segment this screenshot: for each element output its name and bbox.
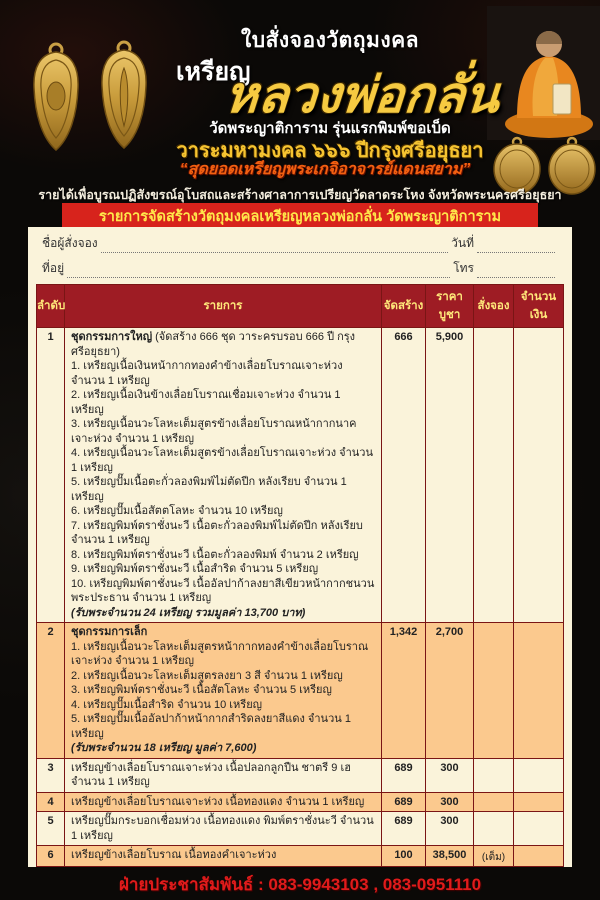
price: 300 bbox=[426, 758, 474, 792]
price: 300 bbox=[426, 792, 474, 812]
item-description: เหรียญข้างเลื่อยโบราณ เนื้อทองคำเจาะห่วง bbox=[65, 846, 382, 867]
price: 300 bbox=[426, 812, 474, 846]
purpose-line: รายได้เพื่อบูรณปฏิสังขรณ์อุโบสถและสร้างศาลาการเปรียญวัดลาดระโหง จังหวัดพระนครศรีอยุธยา bbox=[38, 188, 562, 202]
order-date-input[interactable] bbox=[477, 239, 555, 253]
quote-line: “สุดยอดเหรียญพระเกจิอาจารย์แดนสยาม” bbox=[179, 161, 471, 178]
made-count: 100 bbox=[382, 846, 426, 867]
price bbox=[426, 867, 474, 868]
list-banner: รายการจัดสร้างวัตถุมงคลเหรียญหลวงพ่อกลั่น วัดพระญาติการาม bbox=[62, 203, 538, 231]
item-description: ชุดกรรมการเล็ก 1. เหรียญเนื้อนวะโลหะเต็มสูตรหน้ากากทองคำข้างเลื่อยโบราณเจาะห่วง จำนวน 1 เหรียญ 2. เหรียญเนื้อนวะโลหะเต็มสูตรลงยา 3 สี จำนวน 1 เหรียญ 3. เหรียญพิมพ์ตราชั่งนะวี เนื้อสัตโลหะ จำนวน 5 เหรียญ 4. เหรียญปั๊มเนื้อสำริด จำนวน 10 เหรียญ 5. เหรียญปั๊มเนื้ออัลปาก้าหน้ากากสำริดลงยาสีแดง จำนวน 1 เหรียญ (รับพระจำนวน 18 เหรียญ มูลค่า 7,600) bbox=[65, 623, 382, 759]
made-count: 1,342 bbox=[382, 623, 426, 759]
order-qty-cell[interactable] bbox=[474, 758, 514, 792]
amount-cell[interactable] bbox=[514, 867, 564, 868]
item-description: เหรียญข้างเลื่อยโบราณเจาะห่วง เนื้อปลอกลูกปืน ชาตรี 9 เฮ จำนวน 1 เหรียญ bbox=[65, 758, 382, 792]
order-qty-cell[interactable] bbox=[474, 623, 514, 759]
phone-label: โทร bbox=[453, 261, 474, 275]
occasion-line: วาระมหามงคล ๖๖๖ ปีกรุงศรีอยุธยา bbox=[176, 140, 484, 162]
order-qty-cell: (เต็ม) bbox=[474, 846, 514, 867]
items-table bbox=[36, 284, 564, 867]
table-row bbox=[37, 758, 564, 792]
temple-subtitle: วัดพระญาติการาม รุ่นแรกพิมพ์ขอเบ็ด bbox=[209, 120, 451, 137]
amount-cell[interactable] bbox=[514, 792, 564, 812]
row-number: 1 bbox=[37, 328, 65, 623]
col-header-price: ราคาบูชา bbox=[426, 285, 474, 328]
phone-input[interactable] bbox=[477, 264, 555, 278]
orderer-fields bbox=[28, 227, 572, 278]
order-qty-cell bbox=[474, 867, 514, 868]
table-row bbox=[37, 623, 564, 759]
table-header-row bbox=[37, 285, 564, 328]
made-count: 689 bbox=[382, 758, 426, 792]
order-qty-cell[interactable] bbox=[474, 792, 514, 812]
made-count: 689 bbox=[382, 792, 426, 812]
made-count: 666 bbox=[382, 328, 426, 623]
form-title: ใบสั่งจองวัตถุมงคล bbox=[241, 29, 419, 52]
col-header-item: รายการ bbox=[65, 285, 382, 328]
made-count bbox=[382, 867, 426, 868]
coin-word: เหรียญ bbox=[176, 58, 251, 86]
row-number: 5 bbox=[37, 812, 65, 846]
col-header-made: จัดสร้าง bbox=[382, 285, 426, 328]
amount-cell[interactable] bbox=[514, 758, 564, 792]
address-input[interactable] bbox=[67, 264, 450, 278]
address-label: ที่อยู่ bbox=[42, 261, 65, 275]
row-number bbox=[37, 867, 65, 868]
table-row bbox=[37, 792, 564, 812]
item-description: เหรียญปั๊มกระบอกเชื่อมห่วง เนื้อทองแดง พิมพ์ตราชั่งนะวี จำนวน 1 เหรียญ bbox=[65, 812, 382, 846]
amount-cell[interactable] bbox=[514, 812, 564, 846]
col-header-no: ลำดับ bbox=[37, 285, 65, 328]
item-description bbox=[65, 867, 382, 868]
order-panel bbox=[28, 227, 572, 867]
row-number: 3 bbox=[37, 758, 65, 792]
table-row bbox=[37, 812, 564, 846]
row-number: 6 bbox=[37, 846, 65, 867]
col-header-amount: จำนวนเงิน bbox=[514, 285, 564, 328]
main-title: หลวงพ่อกลั่น bbox=[222, 67, 502, 123]
contact-line: ฝ่ายประชาสัมพันธ์ : 083-9943103 , 083-0951110 bbox=[118, 875, 482, 894]
made-count: 689 bbox=[382, 812, 426, 846]
price: 5,900 bbox=[426, 328, 474, 623]
order-qty-cell[interactable] bbox=[474, 328, 514, 623]
table-row bbox=[37, 328, 564, 623]
order-date-label: วันที่ bbox=[451, 236, 474, 250]
amount-cell[interactable] bbox=[514, 623, 564, 759]
amount-cell[interactable] bbox=[514, 328, 564, 623]
price: 38,500 bbox=[426, 846, 474, 867]
col-header-order: สั่งจอง bbox=[474, 285, 514, 328]
price: 2,700 bbox=[426, 623, 474, 759]
row-number: 4 bbox=[37, 792, 65, 812]
table-row bbox=[37, 846, 564, 867]
item-description: ชุดกรรมการใหญ่ (จัดสร้าง 666 ชุด วาระครบรอบ 666 ปี กรุงศรีอยุธยา) 1. เหรียญเนื้อเงินหน้ากากทองคำข้างเลื่อยโบราณเจาะห่วง จำนวน 1 เหรียญ 2. เหรียญเนื้อเงินข้างเลื่อยโบราณเชื่อมเจาะห่วง จำนวน 1 เหรียญ 3. เหรียญเนื้อนวะโลหะเต็มสูตรข้างเลื่อยโบราณหน้ากากนาคเจาะห่วง จำนวน 1 เหรียญ 4. เหรียญเนื้อนวะโลหะเต็มสูตรข้างเลื่อยโบราณเจาะห่วง จำนวน 1 เหรียญ 5. เหรียญปั๊มเนื้อตะกั่วลองพิมพ์ไม่ตัดปีก หลังเรียบ จำนวน 1 เหรียญ 6. เหรียญปั๊มเนื้อสัตตโลหะ จำนวน 10 เหรียญ 7. เหรียญพิมพ์ตราชั่งนะวี เนื้อตะกั่วลองพิมพ์ไม่ตัดปีก หลังเรียบ จำนวน 1 เหรียญ 8. เหรียญพิมพ์ตราชั่งนะวี เนื้อตะกั่วลองพิมพ์ จำนวน 2 เหรียญ 9. เหรียญพิมพ์ตราชั่งนะวี เนื้อสำริด จำนวน 5 เหรียญ 10. เหรียญพิมพ์ตาชั่งนะวี เนื้ออัลปาก้าลงยาสีเขียวหน้ากากชนวนพระประธาน จำนวน 1 เหรียญ (รับพระจำนวน 24 เหรียญ รวมมูลค่า 13,700 บาท) bbox=[65, 328, 382, 623]
table-row bbox=[37, 867, 564, 868]
orderer-name-label: ชื่อผู้สั่งจอง bbox=[42, 236, 98, 250]
order-qty-cell[interactable] bbox=[474, 812, 514, 846]
amulet-coins-photo bbox=[20, 38, 170, 175]
row-number: 2 bbox=[37, 623, 65, 759]
item-description: เหรียญข้างเลื่อยโบราณเจาะห่วง เนื้อทองแดง จำนวน 1 เหรียญ bbox=[65, 792, 382, 812]
amount-cell[interactable] bbox=[514, 846, 564, 867]
orderer-name-input[interactable] bbox=[101, 239, 448, 253]
